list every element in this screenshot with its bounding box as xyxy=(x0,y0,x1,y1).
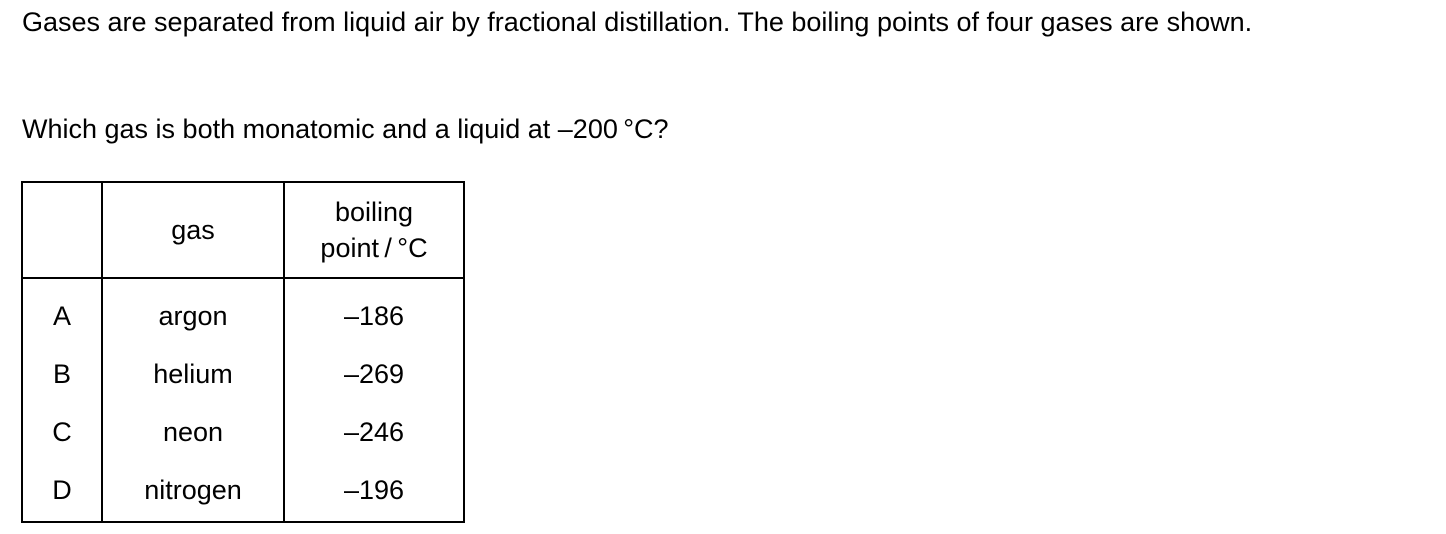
row-boiling-point: –196 xyxy=(343,474,405,505)
table-header-row xyxy=(22,182,464,278)
row-gas: neon xyxy=(102,403,284,461)
table-row xyxy=(22,345,464,403)
row-key: A xyxy=(22,278,102,345)
header-key xyxy=(22,182,102,278)
table-row xyxy=(22,278,464,345)
table-row xyxy=(22,403,464,461)
header-boiling-point-line1: boiling xyxy=(334,197,414,227)
question-intro: Gases are separated from liquid air by fractional distillation. The boiling points of four gases are shown. xyxy=(22,7,1253,37)
header-boiling-point xyxy=(284,182,464,278)
boiling-point-table xyxy=(21,181,465,523)
row-boiling-point: –269 xyxy=(343,358,405,389)
row-boiling-point: –246 xyxy=(343,416,405,447)
row-gas: helium xyxy=(102,345,284,403)
table-row xyxy=(22,461,464,522)
header-gas: gas xyxy=(102,182,284,278)
row-key: D xyxy=(22,461,102,522)
row-key: C xyxy=(22,403,102,461)
question-prompt: Which gas is both monatomic and a liquid at –200 °C? xyxy=(22,114,669,144)
row-boiling-point: –186 xyxy=(343,300,405,331)
header-boiling-point-line2: point / °C xyxy=(320,233,428,263)
row-gas: argon xyxy=(102,278,284,345)
row-key: B xyxy=(22,345,102,403)
row-gas: nitrogen xyxy=(102,461,284,522)
